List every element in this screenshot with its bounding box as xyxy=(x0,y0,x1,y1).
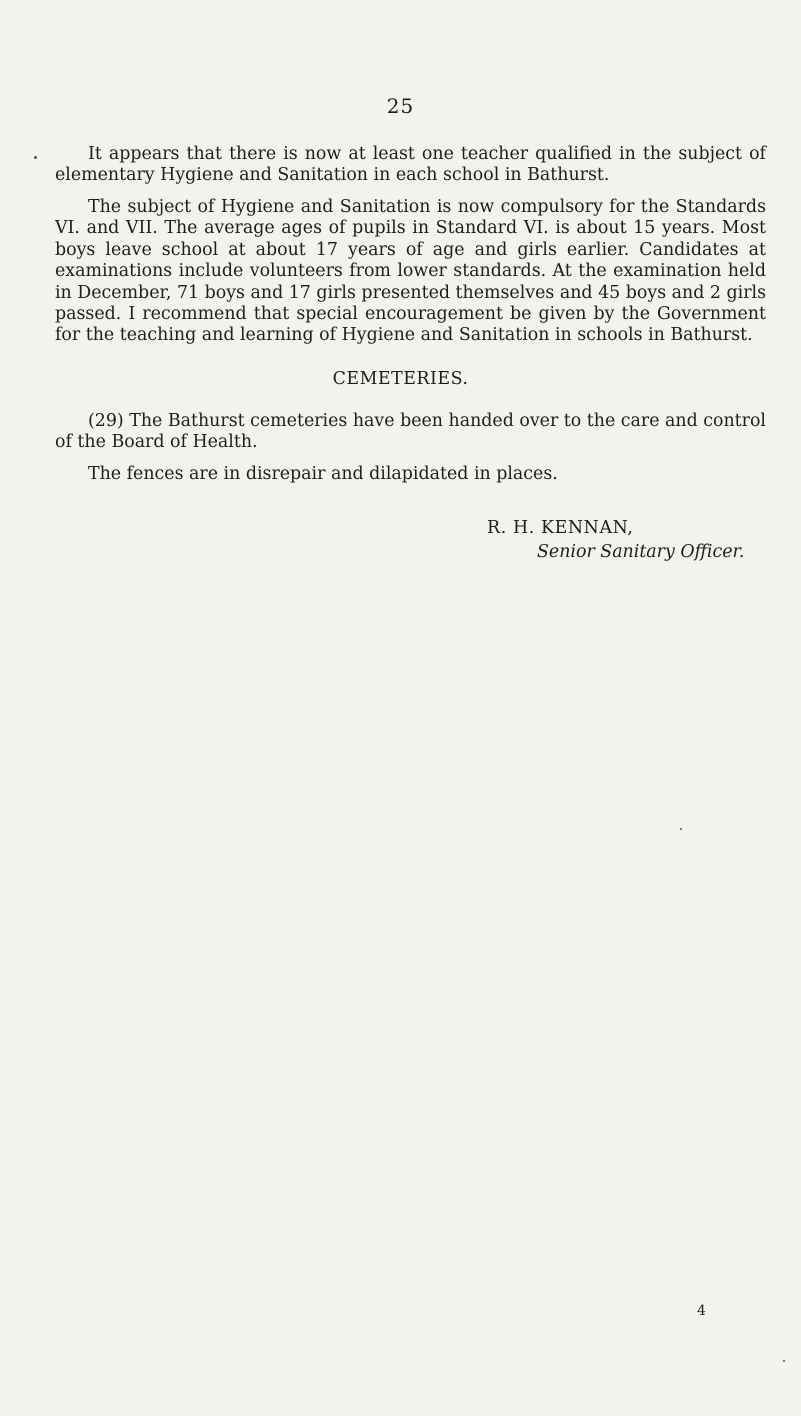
signature-title: Senior Sanitary Officer. xyxy=(537,542,745,562)
paragraph-cemeteries: (29) The Bathurst cemeteries have been handed over to the care and control of the Board of Health. xyxy=(55,411,766,453)
page-number: 25 xyxy=(386,94,415,118)
paragraph-hygiene-compulsory: The subject of Hygiene and Sanitation is now compulsory for the Standards VI. and VII. The average ages of pupils in Standard VI. is about 15 years. Most boys leave school at about 17 years of age and girls earlier. Candidates at examinations include volunteers from lower standards. At the examination held in December, 71 boys and 17 girls presented themselves and 45 boys and 2 girls passed. I recommend that special encouragement be given by the Government for the teaching and learning of Hygiene and Sanitation in schools in Bathurst. xyxy=(55,197,766,346)
paper-speck xyxy=(680,828,682,830)
paper-speck xyxy=(783,1360,785,1362)
paragraph-teacher-qualified: It appears that there is now at least one teacher qualified in the subject of elementary Hygiene and Sanitation in each school in Bathurst. xyxy=(55,144,766,186)
paper-speck xyxy=(34,156,37,159)
section-heading-cemeteries: CEMETERIES. xyxy=(332,369,469,389)
signature-name: R. H. KENNAN, xyxy=(487,518,634,538)
paragraph-fences: The fences are in disrepair and dilapidated in places. xyxy=(88,464,558,484)
footer-number: 4 xyxy=(697,1303,706,1319)
